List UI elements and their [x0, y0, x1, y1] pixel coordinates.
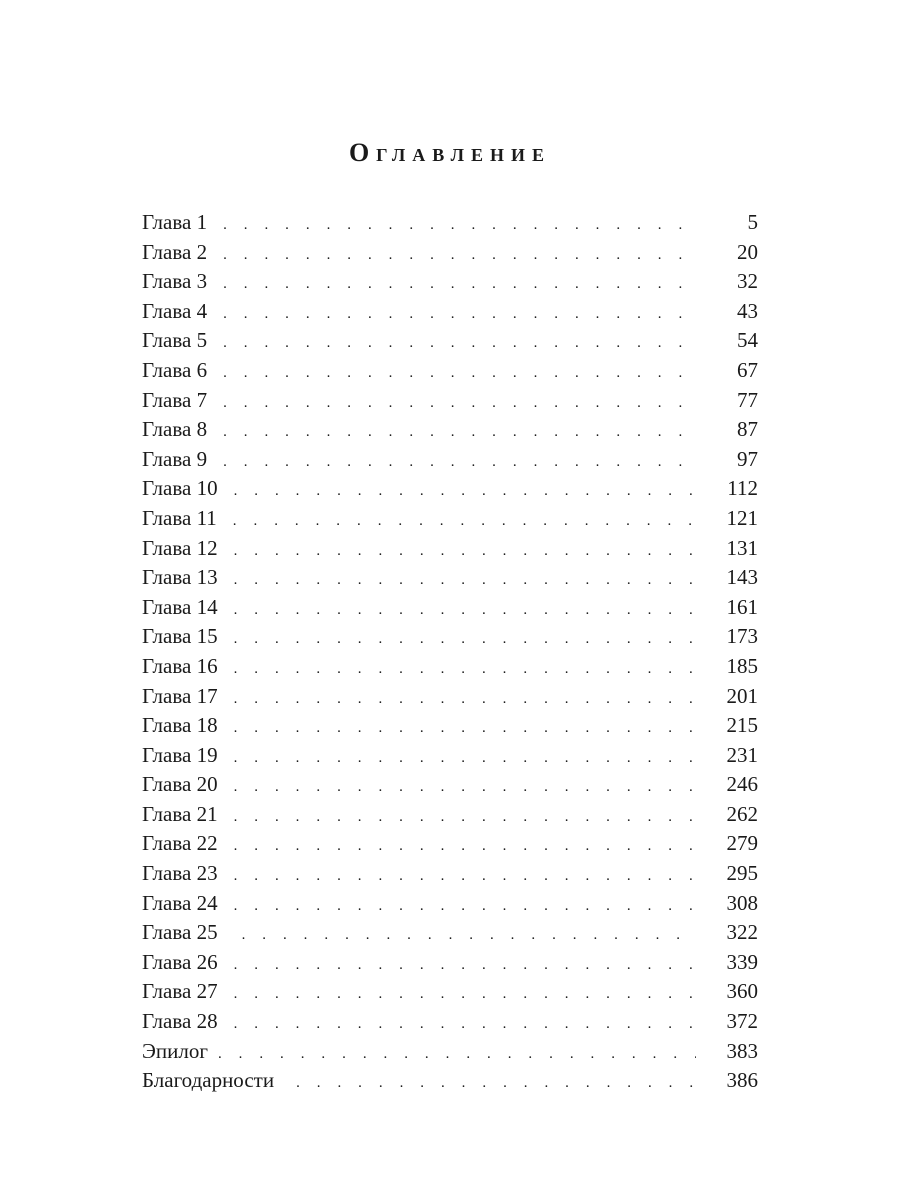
page-title: Оглавление [348, 138, 552, 167]
toc-entry-page: 246 [726, 772, 758, 797]
toc-entry [142, 386, 758, 416]
toc-entry-label: Глава 14 [142, 594, 218, 619]
dot-leader [223, 241, 696, 271]
toc-entry-label: Глава 13 [142, 565, 218, 590]
toc-entry-label: Глава 27 [142, 979, 218, 1004]
toc-entry [142, 415, 758, 445]
toc-entry [142, 356, 758, 386]
toc-entry-label: Глава 28 [142, 1009, 218, 1034]
dot-leader [234, 951, 696, 981]
toc-entry [142, 297, 758, 327]
toc-entry-page: 383 [726, 1038, 758, 1063]
toc-entry [142, 741, 758, 771]
toc-entry-page: 67 [737, 357, 758, 382]
toc-entry [142, 622, 758, 652]
toc-entry-label: Глава 17 [142, 683, 218, 708]
dot-leader [234, 773, 696, 803]
toc-entry-label: Глава 16 [142, 653, 218, 678]
dot-leader [234, 537, 696, 567]
dot-leader [223, 389, 696, 419]
toc-entry-page: 372 [726, 1009, 758, 1034]
toc-entry [142, 652, 758, 682]
toc-entry-page: 322 [726, 920, 758, 945]
table-of-contents [142, 208, 758, 1096]
toc-entry [142, 238, 758, 268]
toc-entry-label: Глава 4 [142, 298, 208, 323]
toc-entry [142, 1007, 758, 1037]
dot-leader [234, 477, 696, 507]
toc-entry [142, 267, 758, 297]
toc-entry-label: Глава 24 [142, 890, 218, 915]
dot-leader [234, 803, 696, 833]
toc-entry [142, 208, 758, 238]
dot-leader [234, 744, 696, 774]
dot-leader [223, 418, 696, 448]
toc-entry-label: Глава 3 [142, 269, 208, 294]
toc-entry [142, 593, 758, 623]
toc-entry-label: Глава 21 [142, 801, 218, 826]
toc-entry-page: 43 [737, 298, 758, 323]
toc-entry-page: 360 [726, 979, 758, 1004]
toc-entry-label: Глава 22 [142, 831, 218, 856]
toc-entry-label: Глава 6 [142, 357, 208, 382]
dot-leader [234, 655, 696, 685]
toc-entry-label: Глава 23 [142, 861, 218, 886]
toc-entry [142, 534, 758, 564]
toc-entry-page: 339 [726, 949, 758, 974]
toc-entry-page: 5 [747, 210, 758, 234]
toc-entry-label: Глава 10 [142, 476, 218, 501]
dot-leader [223, 359, 696, 389]
toc-entry-page: 215 [726, 713, 758, 738]
toc-entry-label: Глава 2 [142, 239, 208, 264]
toc-entry [142, 948, 758, 978]
toc-entry [142, 563, 758, 593]
toc-entry-page: 161 [726, 594, 758, 619]
dot-leader [234, 566, 696, 596]
toc-entry [142, 829, 758, 859]
toc-entry-label: Благодарности [142, 1068, 275, 1093]
toc-entry-page: 231 [726, 742, 758, 767]
toc-entry [142, 682, 758, 712]
toc-entry-label: Глава 8 [142, 417, 208, 442]
toc-entry-label: Глава 11 [142, 505, 217, 530]
dot-leader [223, 329, 696, 359]
toc-entry-page: 112 [727, 476, 758, 501]
toc-entry [142, 445, 758, 475]
dot-leader [218, 1040, 696, 1070]
toc-entry [142, 918, 758, 948]
toc-entry-page: 308 [726, 890, 758, 915]
toc-entry [142, 1066, 758, 1096]
dot-leader [234, 685, 696, 715]
dot-leader [223, 448, 696, 478]
toc-entry [142, 859, 758, 889]
toc-entry-page: 201 [726, 683, 758, 708]
toc-entry [142, 889, 758, 919]
toc-entry-page: 121 [726, 505, 758, 530]
dot-leader [234, 1010, 696, 1040]
toc-entry-label: Глава 26 [142, 949, 218, 974]
toc-entry-page: 262 [726, 801, 758, 826]
toc-entry-label: Глава 15 [142, 624, 218, 649]
toc-entry-page: 131 [726, 535, 758, 560]
toc-entry [142, 504, 758, 534]
toc-entry-page: 279 [726, 831, 758, 856]
toc-entry-page: 54 [737, 328, 758, 353]
toc-entry-label: Эпилог [142, 1038, 208, 1063]
toc-entry-page: 32 [737, 269, 758, 294]
dot-leader [223, 270, 696, 300]
toc-entry-page: 77 [737, 387, 758, 412]
toc-entry-label: Глава 5 [142, 328, 208, 353]
dot-leader [234, 832, 696, 862]
toc-entry [142, 474, 758, 504]
toc-entry-label: Глава 20 [142, 772, 218, 797]
toc-entry [142, 326, 758, 356]
dot-leader [234, 625, 696, 655]
dot-leader [223, 211, 696, 241]
toc-entry-label: Глава 9 [142, 446, 208, 471]
toc-entry-label: Глава 18 [142, 713, 218, 738]
toc-entry-label: Глава 7 [142, 387, 208, 412]
toc-entry-label: Глава 12 [142, 535, 218, 560]
toc-entry-page: 87 [737, 417, 758, 442]
toc-entry [142, 800, 758, 830]
toc-entry-page: 97 [737, 446, 758, 471]
dot-leader [234, 980, 696, 1010]
toc-entry-page: 295 [726, 861, 758, 886]
dot-leader [234, 892, 696, 922]
toc-entry-page: 20 [737, 239, 758, 264]
toc-entry-label: Глава 25 [142, 920, 218, 945]
dot-leader [234, 714, 696, 744]
dot-leader [242, 921, 696, 951]
toc-entry [142, 977, 758, 1007]
dot-leader [234, 862, 696, 892]
toc-entry-page: 185 [726, 653, 758, 678]
dot-leader [223, 300, 696, 330]
dot-leader [234, 596, 696, 626]
toc-entry-label: Глава 1 [142, 210, 208, 234]
toc-entry-page: 386 [726, 1068, 758, 1093]
toc-entry-label: Глава 19 [142, 742, 218, 767]
dot-leader [296, 1069, 696, 1099]
dot-leader [233, 507, 696, 537]
toc-entry [142, 770, 758, 800]
toc-entry-page: 173 [726, 624, 758, 649]
toc-entry-page: 143 [726, 565, 758, 590]
toc-entry [142, 711, 758, 741]
toc-entry [142, 1037, 758, 1067]
